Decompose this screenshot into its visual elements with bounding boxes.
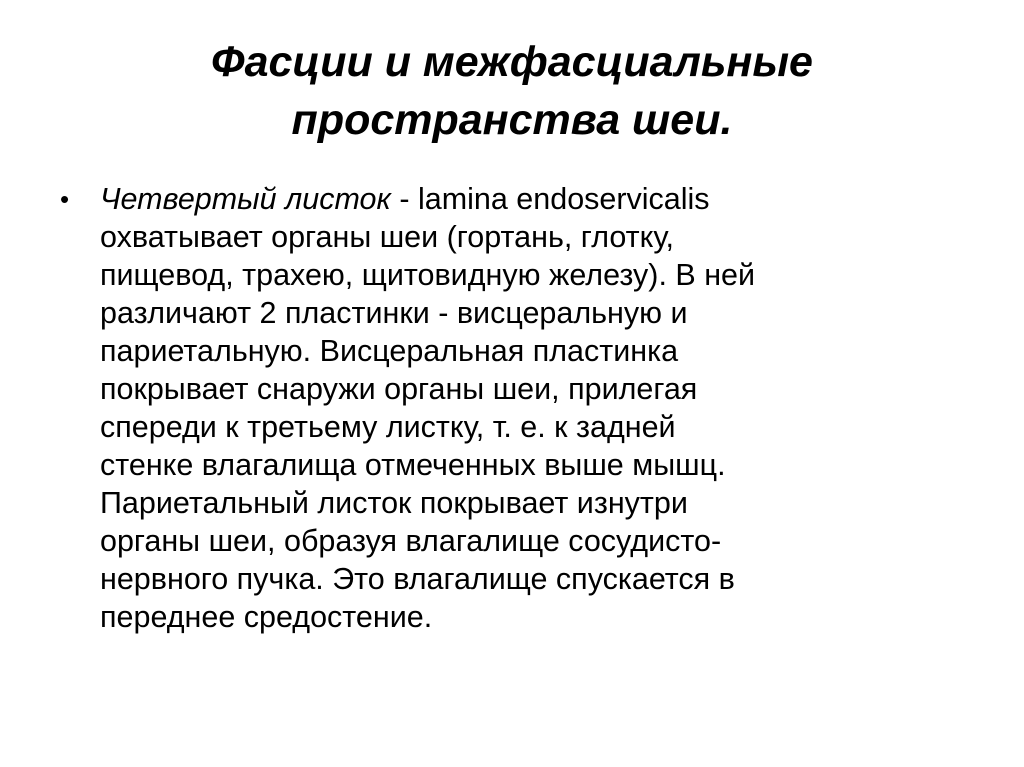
bullet-line-4: различают 2 пластинки - висцеральную и <box>100 296 688 330</box>
bullet-line-8: стенке влагалища отмеченных выше мышц. <box>100 448 726 482</box>
bullet-marker: • <box>60 184 70 214</box>
slide-title-line-1: Фасции и межфасциальные <box>211 38 813 86</box>
bullet-line-10: органы шеи, образуя влагалище сосудисто- <box>100 524 722 558</box>
bullet-line-3: пищевод, трахею, щитовидную железу). В ней <box>100 258 756 292</box>
bullet-line-1-rest: - lamina endoservicalis <box>390 182 710 216</box>
bullet-line-7: спереди к третьему листку, т. е. к задней <box>100 410 676 444</box>
slide-title <box>60 33 964 149</box>
slide-title-line-2: пространства шеи. <box>291 96 733 144</box>
bullet-line-2: охватывает органы шеи (гортань, глотку, <box>100 220 675 254</box>
bullet-line-6: покрывает снаружи органы шеи, прилегая <box>100 372 698 406</box>
bullet-term: Четвертый листок <box>100 182 391 216</box>
bullet-list <box>60 180 980 636</box>
bullet-text <box>100 180 980 636</box>
bullet-line-11: нервного пучка. Это влагалище спускается в <box>100 562 735 596</box>
bullet-item <box>60 180 980 636</box>
bullet-line-5: париетальную. Висцеральная пластинка <box>100 334 679 368</box>
bullet-line-9: Париетальный листок покрывает изнутри <box>100 486 688 520</box>
bullet-line-1 <box>100 180 980 218</box>
bullet-line-12: переднее средостение. <box>100 600 433 634</box>
